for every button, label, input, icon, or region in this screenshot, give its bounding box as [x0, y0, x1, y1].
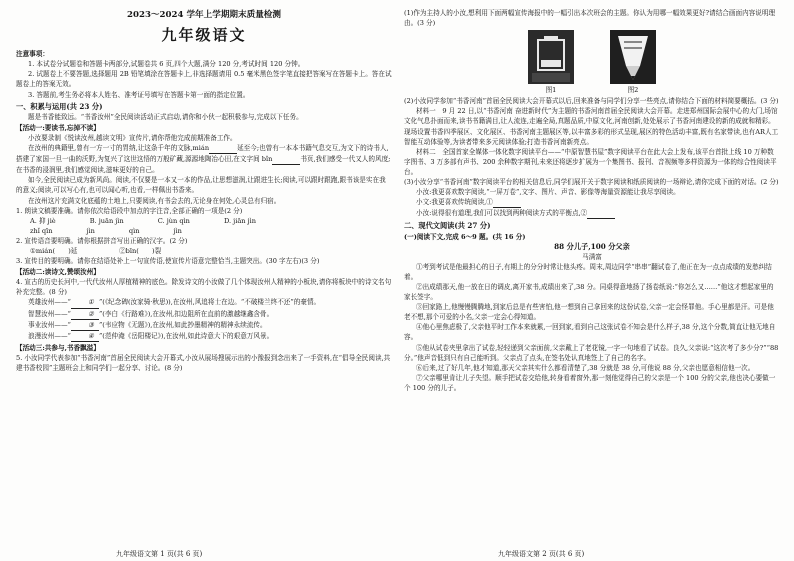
poem-line-1: 英雄汝州——“ ① ”(《纪念碑(汝家骑·秋思)),在汝州,风追将士在边。“不破楼兰终不还”的豪情。 — [16, 297, 392, 308]
task-2-heading: 【活动二:读诗文,赞颂汝州】 — [16, 268, 100, 277]
right-page — [404, 8, 780, 548]
section-1-intro: 题是书香能致远。“书香汝州”全民阅读活动正式启动,请你和小伙一起积极参与,完成以下任务。 — [28, 112, 303, 121]
note-2: 2. 试题卷上不要答题,选择题用 2B 铅笔填涂在答题卡上,非选择题请用 0.5 毫米黑色签字笔直接把答案写在答题卡上。答在试题卷上的答案无效。 — [16, 70, 392, 89]
dialog-line-2: 小文:我更喜欢传统阅读,① — [404, 197, 780, 208]
material-1: 材料一 9 月 22 日,以“书香河南 奋进新时代”为主题的书香河南首届全民阅读大会开幕。走进郑州国际会展中心的大门,场馆文化气息扑面而来,读书书籍满目,让人流连,走遍全局,真题品质,中原文化,河南创新,处处展示了书香河南建设的新的成就和精彩。现场设置书香四季展区、文化展区、书香河南主题展区等,以丰富多彩的形式呈现,展区的特色活动丰富,既有名家带读,也有AR人工智能互动体验等,为读者带来多元阅读体验;打造书香河南新亮点。 — [404, 107, 779, 146]
material-2: 材料二 全国首家全媒体一体化数字阅读平台——“中原智慧书屋”数字阅读平台在此大会上发布,该平台首批上线 10 万种数字图书、3 万多部有声书、200 余种数字期刊,未来还将逐步扩展为一个集图书、报刊、音视频等多样资源为一体的综合性阅读平台。 — [404, 147, 777, 176]
dialog-line-3: 小汝:说得很有道理,我们可以找到两种阅读方式的平衡点,② — [404, 208, 780, 219]
poem-line-2: 智慧汝州——“ ② ”(李白《行路难》),在汝州,扣边阻所在直前的激越继鑫含骨。 — [16, 309, 392, 320]
note-1: 1. 本试卷分试题卷和答题卡两部分,试题卷共 6 页,四个大题,满分 120 分,考试时间 120 分钟。 — [28, 60, 305, 69]
left-page-footer: 九年级语文第 1 页(共 6 页) — [116, 550, 203, 558]
blank-mian — [209, 143, 237, 154]
question-1: 1. 朗读文稿要准确。请你依次给语段中加点的字注音,全部正确的一项是(2 分) — [16, 206, 243, 215]
poem-line-3: 事业汝州——“ ③ ”(韦应物《无题》),在汝州,如此抄墨精神的精神永续流传。 — [16, 320, 392, 331]
task-1-passage-c: 在汝州这片充满文化底蕴的土地上,只要阅读,有书会去的,无论身在何处,心灵总有归宿。 — [28, 196, 281, 205]
figure-2-caption: 图2 — [627, 86, 639, 95]
option-d: D. jiān jìn — [223, 216, 257, 225]
poem-line-4: 浪漫汝州——“ ④ ”(范仲淹《岳阳楼记》),在汝州,如此诗意大下的艰意万风景。 — [16, 331, 392, 342]
passage-title: 88 分儿子,100 分父亲 — [554, 241, 630, 251]
battery-poster-image — [528, 30, 574, 84]
left-page — [16, 8, 392, 548]
note-3: 3. 答题前,考生务必将本人姓名、准考证号填写在答题卡第一面的指定位置。 — [28, 90, 250, 99]
paragraph-5: ⑤他从试卷夹里拿出了试卷,轻轻递到父亲面前,父亲戴上了老花镜,一字一句地看了试卷。良久,父亲说:“这次考了多少分?”“88 分。”他声音低到只有自己能听到。父亲点了点头,在签名处认真地签上了自己的名字。 — [404, 343, 779, 362]
section-2-heading: 二、现代文阅读(共 27 分) — [404, 221, 491, 231]
question-2-items: ①mián( )延 ②bīn( )裂 — [30, 246, 162, 255]
task-1-intro: 小汝要录制《悦读汝州,越读文明》宣传片,请你帮他完成前期准备工作。 — [28, 133, 237, 142]
dialog-line-1: 小汝:我更喜欢数字阅读,“一屏万卷”,文字、图片、声音、影像等海量资源能让我尽享阅读。 — [416, 188, 680, 197]
paragraph-4: ④他心里焦虑极了,父亲他平时工作本来就累,一回到家,看到自己这张试卷不知会是什么样子,38 分,这个分数,简直让他无地自容。 — [404, 323, 776, 342]
question-3: 3. 宣传目的要明确。请你在结语处补上一句宣传语,使宣传片语意完整恰当,主题突出。(30 字左右)(3 分) — [16, 257, 320, 266]
poster-figures — [404, 30, 780, 95]
paragraph-2: ②出成绩那天,他一放在日的调皮,离开家书,成绩出来了,38 分。同桌得意地扬了扬卷纸说:“你怎么又……”他这才想起家里的家长签字。 — [404, 282, 774, 302]
reading-subheading: (一)阅读下文,完成 6～9 题。(共 16 分) — [404, 232, 526, 241]
question-5-1: (1)作为主持人的小汝,想利用下面两幅宣传海报中的一幅引出本次班会的主题。你认为用哪一幅效果更好?请结合画面内容说明理由。(3 分) — [404, 9, 776, 28]
question-1-options — [16, 216, 392, 226]
pencil-poster-image — [610, 30, 656, 84]
question-5-2: (2)小汝同学参加“书香河南”首届全民阅读大会开幕式以后,回来准备与同学们分享一些亮点,请你结合下面的材料简要概括。(3 分) — [404, 97, 779, 106]
paragraph-3: ③回家路上,他慢慢腾腾地,到家后总是有些害怕,他一想到自己拿回来的这份试卷,父亲一定会怪罪他。手心里都是汗。可是他老不想,那个可爱的小名,父亲一定会心得知道。 — [404, 303, 774, 322]
task-1-heading: 【活动一:要读书,忘掉不读】 — [16, 123, 100, 132]
option-c: C. jùn qìn — [157, 216, 190, 225]
paragraph-1: ①考到考试是他最担心的日子,有期上的分分时常让他头疼。周末,周边同学“串串”翻试卷了,他正在为一点点成绩的发愁纠结着。 — [404, 262, 772, 281]
blank-bin — [272, 154, 300, 165]
exam-header: 2023～2024 学年上学期期末质量检测 — [127, 10, 281, 20]
task-1-passage-a: 在汝州的典籍里,曾有一方一寸的胃纳,让这条千年的文脉,mián 延至今;也曾有一本本书籍气息交互,为文下的诗书人,搭建了家国一旦一曲的沃野,为复兴了这世这悟的万般矿藏,源源地陶冶心田,在文字间 bǐn 书页,我们感受一代又人的风度;在书香的浸润里,我们感觉阅读,滋味更好的自己。 — [16, 144, 391, 175]
figure-1 — [528, 30, 574, 95]
paragraph-6: ⑥后来,过了好几年,他才知道,那天父亲其实什么都看清楚了,38 分就是 38 分,可他说 88 分,父亲也愿意相信他一次。 — [416, 363, 755, 372]
question-1-options-2: zhǐ qīn jìn qìn jìn — [30, 226, 182, 235]
option-a: A. 抑 jiè — [30, 216, 56, 225]
right-page-footer: 九年级语文第 2 页(共 6 页) — [498, 550, 585, 558]
exam-title: 九年级语文 — [161, 26, 247, 45]
question-2: 2. 宣传语音要明确。请你根据拼音写出正确的汉字。(2 分) — [16, 236, 188, 245]
notes-title: 注意事项： — [16, 50, 49, 59]
passage-author: 马满富 — [582, 252, 602, 261]
option-b: B. juān jìn — [89, 216, 124, 225]
task-3-heading: 【活动三:共参与,书香飘溢】 — [16, 343, 100, 352]
figure-1-caption: 图1 — [545, 86, 557, 95]
figure-2 — [610, 30, 656, 95]
question-5: 5. 小汝同学代表参加“书香河南”首届全民阅读大会开幕式,小汝从展场搜展示出的小豫报到念出来了一手资料,在“倡导全民阅读,共建书香校园”主题班会上和同学们一起分享、讨论。(8 分) — [16, 353, 391, 372]
section-1-heading: 一、积累与运用(共 23 分) — [16, 101, 103, 111]
paragraph-7: ⑦父亲哪里肯让儿子失望。顺手把试卷交给他,转身看着窗外,那一刻他觉得自己的父亲是一个 100 分的父亲,他也决心要做一个 100 分的儿子。 — [404, 373, 776, 392]
task-1-passage-b: 如今,全民阅读已成为新风尚。阅读,不仅要是一本又一本的作品,让思想滋润,让跟进生长;阅读,可以跟时跟跑,跟书该是实在我的意义;阅读,可以写心有,也可以闻心听,也看,一样佩出书香来。 — [16, 176, 386, 195]
question-4: 4. 宣古的历史长河中,一代代汝州人厚植精神的底色。除发诗文的小汝做了几个体现汝州人精神的小板块,请你将板块中的诗文名句补充完整。(8 分) — [16, 278, 392, 297]
question-5-3: (3)小汝分享“书香河南”数字阅读平台的相关信息后,同学们展开关于数字阅读和纸质阅读的一场辩论,请你完成下面的对话。(2 分) — [404, 178, 779, 187]
